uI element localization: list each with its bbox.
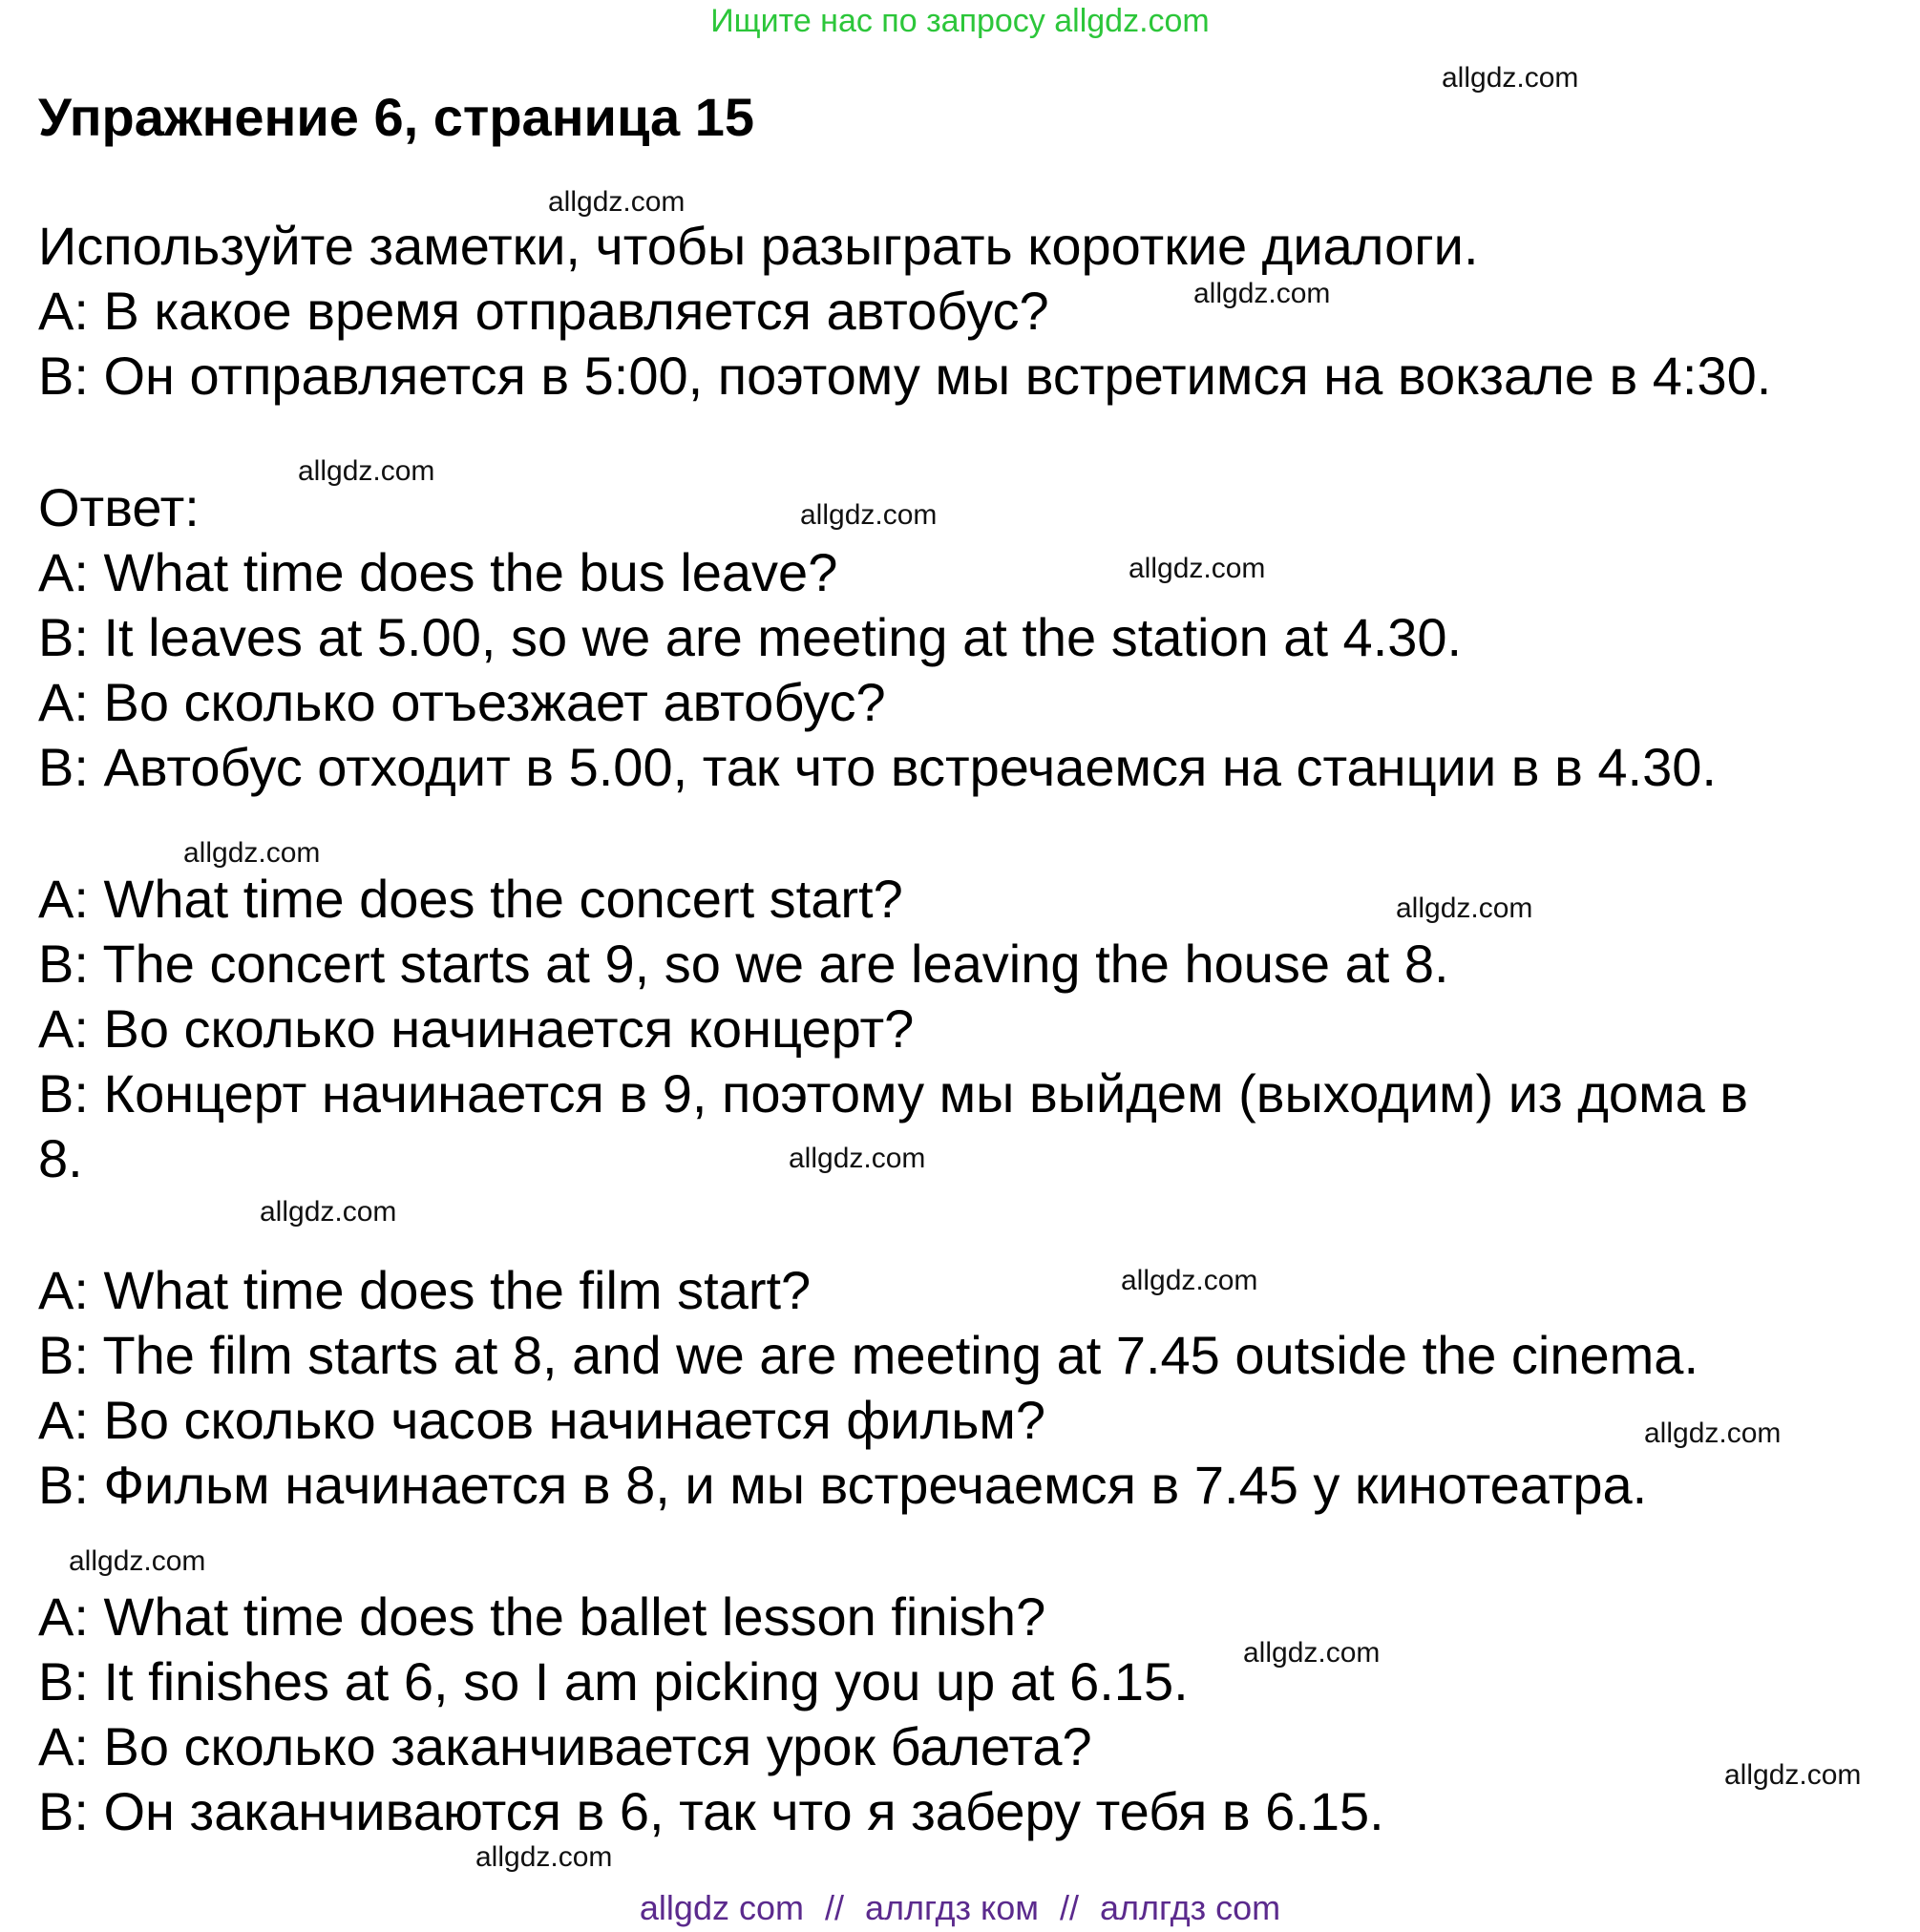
bottom-banner-link[interactable]: аллгдз ком (865, 1888, 1039, 1927)
watermark: allgdz.com (1442, 62, 1579, 94)
page-title: Упражнение 6, страница 15 (38, 87, 755, 147)
dialog-ballet-line: B: It finishes at 6, so I am picking you up at 6.15. (38, 1651, 1189, 1712)
dialog-ballet-line: A: Во сколько заканчивается урок балета? (38, 1716, 1092, 1776)
dialog-concert-line: B: The concert starts at 9, so we are leaving the house at 8. (38, 934, 1449, 994)
task-instruction: Используйте заметки, чтобы разыграть короткие диалоги. (38, 216, 1479, 276)
watermark: allgdz.com (1396, 892, 1533, 924)
watermark: allgdz.com (1644, 1418, 1782, 1449)
bottom-banner-link[interactable]: allgdz com (639, 1888, 804, 1927)
dialog-film-line: B: Фильм начинается в 8, и мы встречаемся в 7.45 у кинотеатра. (38, 1455, 1648, 1515)
watermark: allgdz.com (475, 1841, 613, 1873)
watermark: allgdz.com (1243, 1637, 1381, 1669)
dialog-bus-line: A: What time does the bus leave? (38, 542, 838, 602)
watermark: allgdz.com (1129, 553, 1266, 584)
watermark: allgdz.com (789, 1143, 926, 1174)
dialog-film-line: A: What time does the film start? (38, 1260, 812, 1320)
watermark: allgdz.com (548, 186, 686, 218)
dialog-film-line: A: Во сколько часов начинается фильм? (38, 1390, 1046, 1450)
watermark: allgdz.com (69, 1545, 206, 1577)
bottom-banner-link[interactable]: аллгдз com (1100, 1888, 1281, 1927)
watermark: allgdz.com (183, 837, 321, 869)
dialog-bus-line: B: It leaves at 5.00, so we are meeting at the station at 4.30. (38, 607, 1463, 667)
dialog-concert-line: A: What time does the concert start? (38, 869, 903, 929)
dialog-bus-line: A: Во сколько отъезжает автобус? (38, 672, 886, 732)
dialog-concert-line: 8. (38, 1128, 83, 1188)
task-line-a: А: В какое время отправляется автобус? (38, 281, 1049, 341)
top-banner: Ищите нас по запросу allgdz.com (710, 3, 1210, 39)
dialog-ballet-line: B: Он заканчиваются в 6, так что я заберу тебя в 6.15. (38, 1781, 1384, 1841)
dialog-bus-line: B: Автобус отходит в 5.00, так что встречаемся на станции в в 4.30. (38, 737, 1717, 797)
watermark: allgdz.com (1724, 1759, 1862, 1791)
watermark: allgdz.com (298, 455, 435, 487)
watermark: allgdz.com (260, 1196, 397, 1228)
bottom-banner-separator: // (824, 1888, 844, 1927)
task-line-b: В: Он отправляется в 5:00, поэтому мы встретимся на вокзале в 4:30. (38, 346, 1772, 406)
bottom-banner-separator: // (1060, 1888, 1080, 1927)
dialog-concert-line: B: Концерт начинается в 9, поэтому мы выйдем (выходим) из дома в (38, 1063, 1749, 1124)
dialog-film-line: B: The film starts at 8, and we are meeting at 7.45 outside the cinema. (38, 1325, 1699, 1385)
bottom-banner (0, 1885, 1920, 1931)
dialog-ballet-line: A: What time does the ballet lesson finish? (38, 1586, 1046, 1647)
answer-label: Ответ: (38, 477, 200, 537)
watermark: allgdz.com (800, 499, 938, 531)
dialog-concert-line: A: Во сколько начинается концерт? (38, 998, 915, 1059)
watermark: allgdz.com (1121, 1265, 1258, 1296)
watermark: allgdz.com (1193, 278, 1331, 309)
